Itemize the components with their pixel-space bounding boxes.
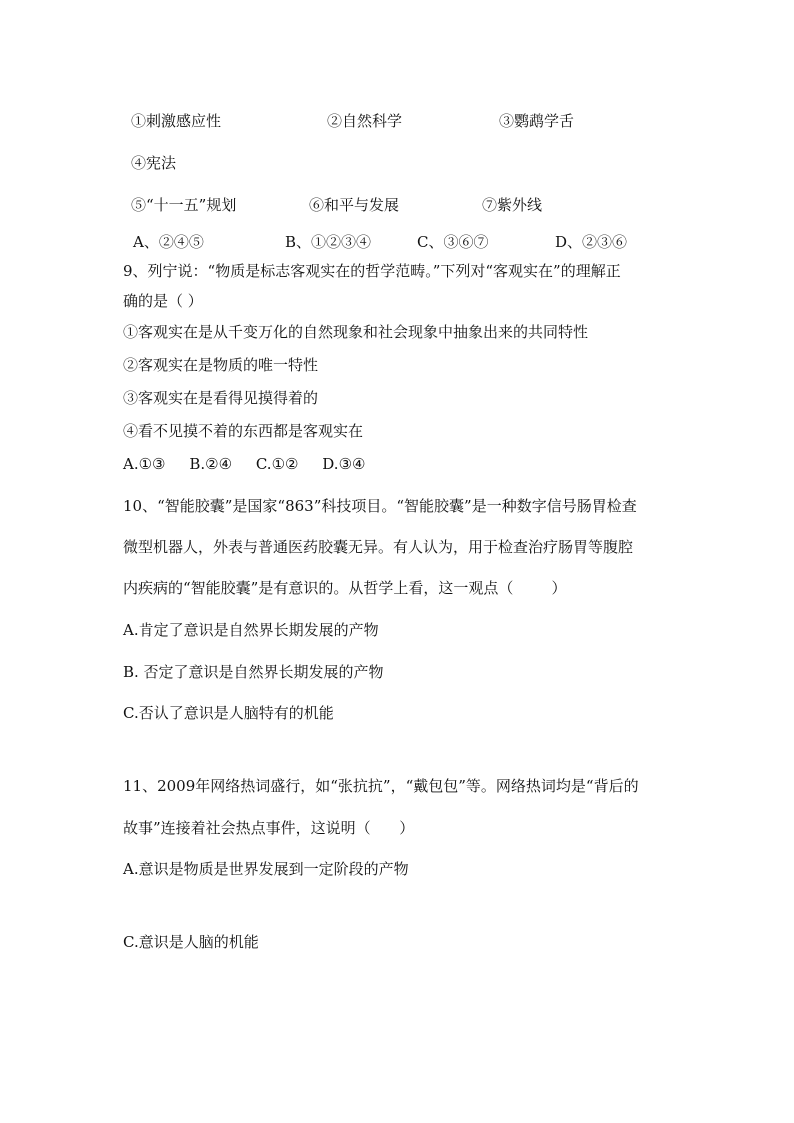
q11-stem-line-2: 故事”连接着社会热点事件，这说明（ ） xyxy=(123,819,415,837)
q8-option-b: B、①②③④ xyxy=(285,233,372,251)
q10-option-b: B. 否定了意识是自然界长期发展的产物 xyxy=(123,663,384,681)
q9-stem-line-1: 9、列宁说：“物质是标志客观实在的哲学范畴。”下列对“客观实在”的理解正 xyxy=(123,262,621,280)
q8-option-c: C、③⑥⑦ xyxy=(417,233,489,251)
q9-statement-1: ①客观实在是从千变万化的自然现象和社会现象中抽象出来的共同特性 xyxy=(123,323,589,341)
q10-stem-line-1: 10、“智能胶囊”是国家“863”科技项目。“智能胶囊”是一种数字信号肠胃检查 xyxy=(123,497,637,515)
q8-item-5: ⑤“十一五”规划 xyxy=(131,196,237,214)
q8-item-6: ⑥和平与发展 xyxy=(309,196,400,214)
q10-stem-line-2: 微型机器人，外表与普通医药胶囊无异。有人认为，用于检查治疗肠胃等腹腔 xyxy=(123,538,634,556)
q10-stem-line-3: 内疾病的“智能胶囊”是有意识的。从哲学上看，这一观点（ ） xyxy=(123,579,567,597)
q8-option-a: A、②④⑤ xyxy=(133,233,204,251)
q10-option-a: A.肯定了意识是自然界长期发展的产物 xyxy=(123,621,379,639)
q10-option-c: C.否认了意识是人脑特有的机能 xyxy=(123,704,334,722)
q8-item-3: ③鹦鹉学舌 xyxy=(499,112,575,130)
q8-item-7: ⑦紫外线 xyxy=(482,196,543,214)
q9-statement-2: ②客观实在是物质的唯一特性 xyxy=(123,356,319,374)
q8-item-2: ②自然科学 xyxy=(327,112,403,130)
q9-statement-4: ④看不见摸不着的东西都是客观实在 xyxy=(123,422,364,440)
q8-item-4: ④宪法 xyxy=(131,154,177,172)
q8-option-d: D、②③⑥ xyxy=(555,233,628,251)
q9-options: A.①③ B.②④ C.①② D.③④ xyxy=(123,455,366,473)
q11-option-c: C.意识是人脑的机能 xyxy=(123,933,259,951)
q11-stem-line-1: 11、2009年网络热词盛行，如“张抗抗”，“戴包包”等。网络热词均是“背后的 xyxy=(123,777,639,795)
q9-stem-line-2: 确的是（ ） xyxy=(123,292,203,310)
q9-statement-3: ③客观实在是看得见摸得着的 xyxy=(123,389,319,407)
q11-option-a: A.意识是物质是世界发展到一定阶段的产物 xyxy=(123,860,409,878)
q8-item-1: ①刺激感应性 xyxy=(131,112,222,130)
